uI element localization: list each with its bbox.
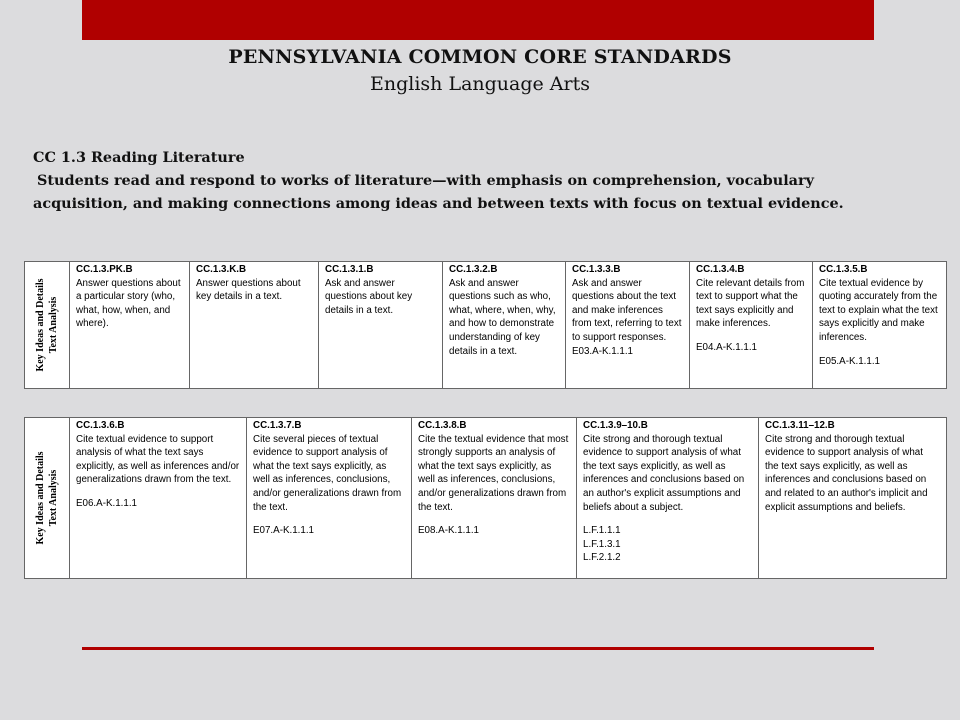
standard-text: Cite several pieces of textual evidence to support analysis of what the text says explicitly, as well as inferences, conclusions, and/or generalizations drawn from the text. — [253, 433, 402, 513]
standard-text: Ask and answer questions about key details in a text. — [325, 277, 413, 316]
standard-code: CC.1.3.2.B — [449, 264, 498, 275]
standard-cell — [690, 262, 813, 388]
standard-code: CC.1.3.1.B — [325, 264, 374, 275]
standard-text: Answer questions about key details in a text. — [196, 277, 301, 303]
eligible-content-ref: E07.A-K.1.1.1 — [253, 525, 314, 537]
standard-cell — [247, 418, 412, 578]
eligible-content-ref: L.F.1.1.1 — [583, 525, 621, 537]
side-label-line-2: Text Analysis — [48, 296, 59, 354]
eligible-content-ref: E05.A-K.1.1.1 — [819, 355, 880, 367]
standards-table-1 — [24, 261, 947, 389]
side-label-cell — [25, 418, 70, 578]
standard-text: Cite textual evidence by quoting accurately from the text to explain what the text says explicitly and make inferences. — [819, 277, 938, 343]
standard-code: CC.1.3.3.B — [572, 264, 621, 275]
standard-text: Cite strong and thorough textual evidence to support analysis of what the text says explicitly, as well as inferences and conclusions based on an author's explicit assumptions and beliefs about a subject. — [583, 433, 745, 513]
standard-code: CC.1.3.7.B — [253, 420, 302, 431]
standard-text: Ask and answer questions such as who, what, where, when, why, and how to demonstrate understanding of key details in a text. — [449, 277, 556, 357]
standard-code: CC.1.3.8.B — [418, 420, 467, 431]
standard-description: Students read and respond to works of literature—with emphasis on comprehension, vocabulary acquisition, and making connections among ideas and between texts with focus on textual evidence. — [33, 172, 844, 212]
eligible-content-ref: E03.A-K.1.1.1 — [572, 345, 633, 357]
title-line-2: English Language Arts — [370, 73, 590, 95]
side-label-line-1: Key Ideas and Details — [35, 278, 46, 372]
bottom-accent-line — [82, 647, 874, 650]
standard-cell — [577, 418, 759, 578]
standard-cell — [566, 262, 690, 388]
eligible-content-ref: E08.A-K.1.1.1 — [418, 525, 479, 537]
standard-code: CC.1.3.PK.B — [76, 264, 133, 275]
side-label-line-1: Key Ideas and Details — [35, 451, 46, 545]
standard-text: Cite strong and thorough textual evidence to support analysis of what the text says explicitly, as well as inferences and conclusions based on and related to an author's implicit and explicit assumptions and beliefs. — [765, 433, 928, 513]
side-label-cell — [25, 262, 70, 388]
standard-text: Cite the textual evidence that most strongly supports an analysis of what the text says explicitly, as well as inferences, conclusions, and/or generalizations drawn from the text. — [418, 433, 569, 513]
standard-cell — [319, 262, 443, 388]
standard-text: Cite relevant details from text to support what the text says explicitly and make inferences. — [696, 277, 805, 330]
standard-cell — [813, 262, 945, 388]
intro-block — [33, 146, 893, 215]
eligible-content-ref: E04.A-K.1.1.1 — [696, 341, 757, 353]
eligible-content-ref: L.F.2.1.2 — [583, 552, 621, 564]
standard-code: CC.1.3.11–12.B — [765, 420, 835, 431]
slide-title — [0, 46, 960, 95]
standard-cell — [443, 262, 566, 388]
side-label-line-2: Text Analysis — [48, 469, 59, 527]
standard-code: CC.1.3.4.B — [696, 264, 745, 275]
standard-text: Ask and answer questions about the text and make inferences from text, referring to text to support responses. — [572, 277, 682, 343]
standard-cell — [70, 418, 247, 578]
top-accent-bar — [82, 0, 874, 40]
standard-cell — [70, 262, 190, 388]
standard-cell — [759, 418, 945, 578]
standard-text: Answer questions about a particular story (who, what, how, when, and where). — [76, 277, 181, 330]
title-line-1: PENNSYLVANIA COMMON CORE STANDARDS — [228, 46, 732, 68]
eligible-content-ref: L.F.1.3.1 — [583, 538, 621, 550]
standard-code: CC.1.3.6.B — [76, 420, 125, 431]
standard-text: Cite textual evidence to support analysis of what the text says explicitly, as well as inferences and/or generalizations drawn from the text. — [76, 433, 240, 486]
standards-table-2 — [24, 417, 947, 579]
standard-code: CC.1.3.9–10.B — [583, 420, 648, 431]
standard-code: CC.1.3.5.B — [819, 264, 868, 275]
standard-heading: CC 1.3 Reading Literature — [33, 149, 245, 166]
standard-code: CC.1.3.K.B — [196, 264, 247, 275]
eligible-content-ref: E06.A-K.1.1.1 — [76, 497, 137, 509]
standard-cell — [190, 262, 319, 388]
standard-cell — [412, 418, 577, 578]
